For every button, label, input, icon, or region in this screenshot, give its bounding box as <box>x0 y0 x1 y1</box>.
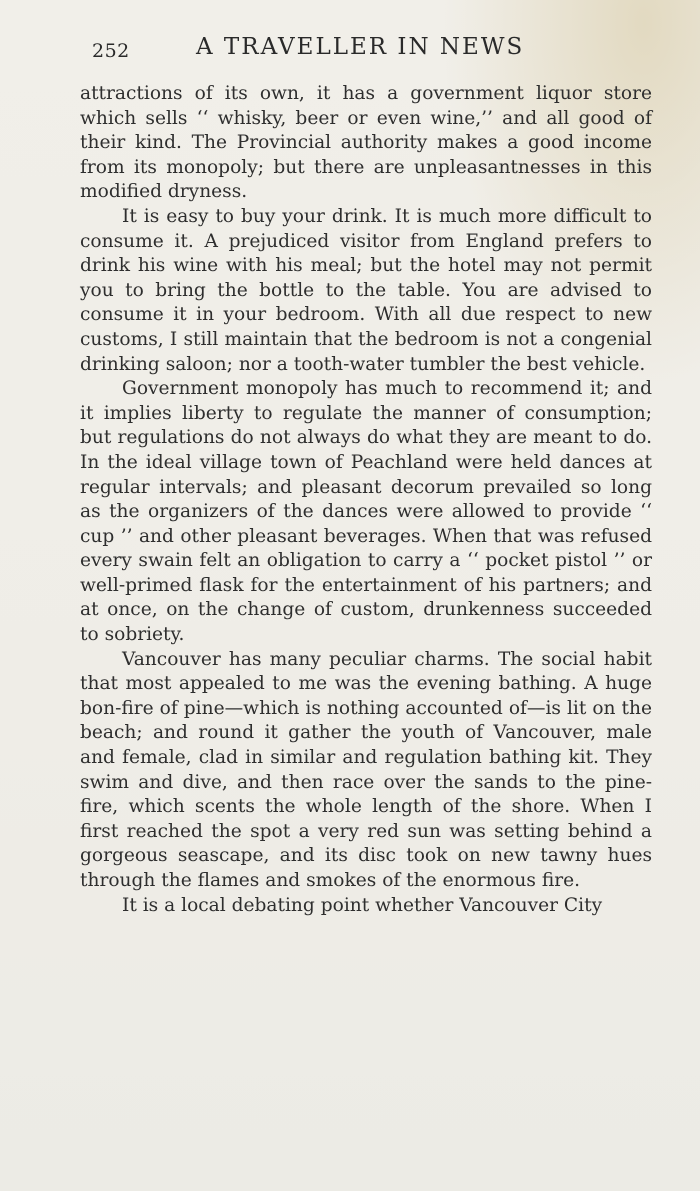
paragraph-continued: attractions of its own, it has a government liquor store which sells ‘‘ whisky, beer or even wine,’’ and all good of their kind. The Provincial authority makes a good income from its monopoly; but there are unpleasantnesses in this modified dryness. <box>80 83 652 203</box>
paragraph-unfinished: It is a local debating point whether Vancouver City <box>122 894 603 916</box>
page-number: 252 <box>92 40 130 62</box>
body-text <box>80 82 652 918</box>
paragraph: Vancouver has many peculiar charms. The social habit that most appealed to me was the evening bathing. A huge bon-fire of pine—which is nothing accounted of—is lit on the beach; and round it gather the youth of Vancouver, male and female, clad in similar and regulation bathing kit. They swim and dive, and then race over the sands to the pine-fire, which scents the whole length of the shore. When I first reached the spot a very red sun was setting behind a gorgeous seascape, and its disc took on new tawny hues through the flames and smokes of the enormous fire. <box>80 648 652 891</box>
page-header <box>88 34 658 68</box>
running-title: A TRAVELLER IN NEWS <box>196 34 525 60</box>
paragraph: It is easy to buy your drink. It is much more difficult to consume it. A prejudiced visitor from England prefers to drink his wine with his meal; but the hotel may not permit you to bring the bottle to the table. You are advised to consume it in your bedroom. With all due respect to new customs, I still maintain that the bedroom is not a congenial drinking saloon; nor a tooth-water tumbler the best vehicle. <box>80 205 652 375</box>
paragraph: Government monopoly has much to recommend it; and it implies liberty to regulate the manner of consumption; but regulations do not always do what they are meant to do. In the ideal village town of Peachland were held dances at regular intervals; and pleasant decorum prevailed so long as the organizers of the dances were allowed to provide ‘‘ cup ’’ and other pleasant beverages. When that was refused every swain felt an obligation to carry a ‘‘ pocket pistol ’’ or well-primed flask for the entertainment of his partners; and at once, on the change of custom, drunkenness succeeded to sobriety. <box>80 378 652 646</box>
